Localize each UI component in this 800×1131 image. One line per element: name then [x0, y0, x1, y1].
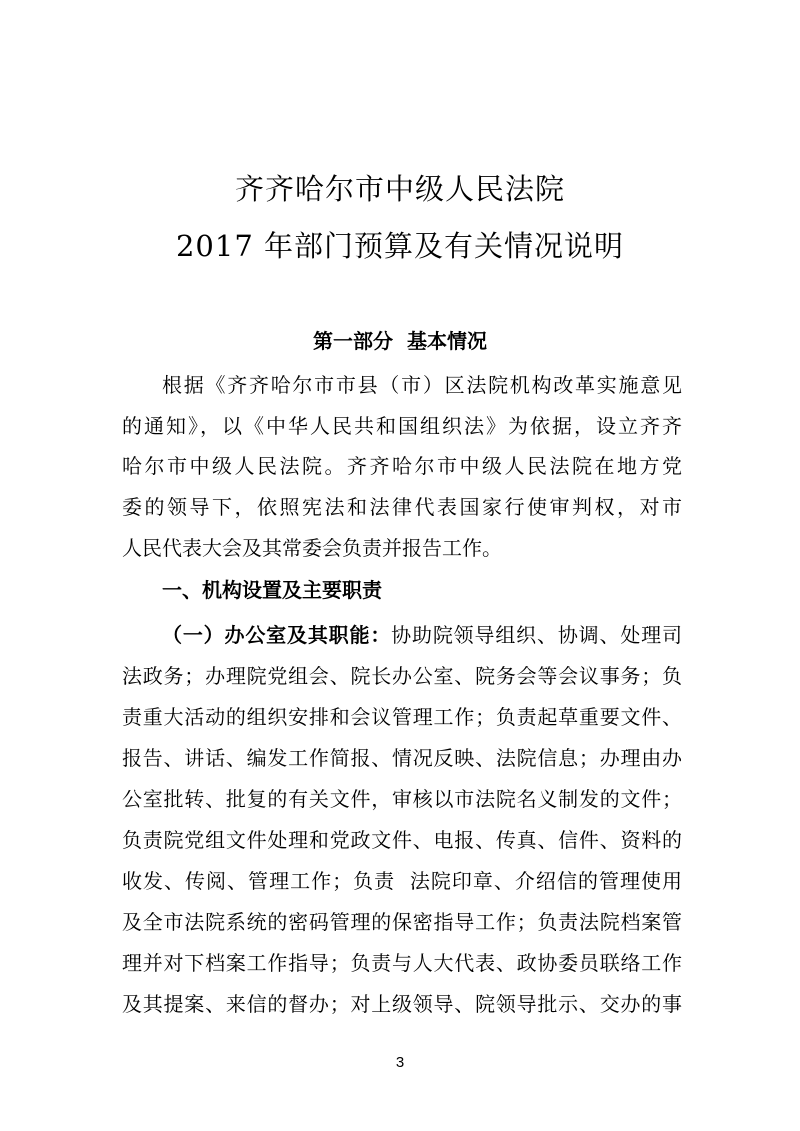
paragraph-line: [162, 622, 682, 648]
paragraph-line: 理并对下档案工作指导；负责与人大代表、政协委员联络工作: [122, 951, 682, 975]
paragraph-line: 及全市法院系统的密码管理的保密指导工作；负责法院档案管: [122, 910, 682, 934]
subheading: 一、机构设置及主要职责: [162, 578, 382, 602]
paragraph-line: 人民代表大会及其常委会负责并报告工作。: [122, 536, 502, 560]
paragraph-line: 哈尔市中级人民法院。齐齐哈尔市中级人民法院在地方党: [122, 454, 682, 478]
paragraph-line: 收发、传阅、管理工作；负责 法院印章、介绍信的管理使用: [122, 869, 682, 893]
paragraph-line: 负责院党组文件处理和党政文件、电报、传真、信件、资料的: [122, 828, 682, 852]
paragraph-line: 根据《齐齐哈尔市市县（市）区法院机构改革实施意见: [162, 373, 682, 397]
paragraph-line: 的通知》，以《中华人民共和国组织法》为依据，设立齐齐: [122, 414, 682, 438]
item-text: 协助院领导组织、协调、处理司: [391, 623, 683, 647]
item-label: （一）办公室及其职能：: [162, 623, 392, 647]
paragraph-line: 公室批转、批复的有关文件，审核以市法院名义制发的文件；: [122, 787, 682, 811]
section-heading: 第一部分 基本情况: [313, 329, 487, 353]
paragraph-line: 责重大活动的组织安排和会议管理工作；负责起草重要文件、: [122, 705, 682, 729]
page-number: 3: [395, 1054, 405, 1071]
document-title-line-1: 齐齐哈尔市中级人民法院: [234, 172, 565, 206]
paragraph-line: 报告、讲话、编发工作简报、情况反映、法院信息；办理由办: [122, 746, 682, 770]
paragraph-line: 委的领导下，依照宪法和法律代表国家行使审判权，对市: [122, 495, 682, 519]
paragraph-line: 及其提案、来信的督办；对上级领导、院领导批示、交办的事: [122, 992, 682, 1016]
document-title-line-2: 2017 年部门预算及有关情况说明: [175, 229, 625, 263]
paragraph-line: 法政务；办理院党组会、院长办公室、院务会等会议事务；负: [122, 664, 682, 688]
